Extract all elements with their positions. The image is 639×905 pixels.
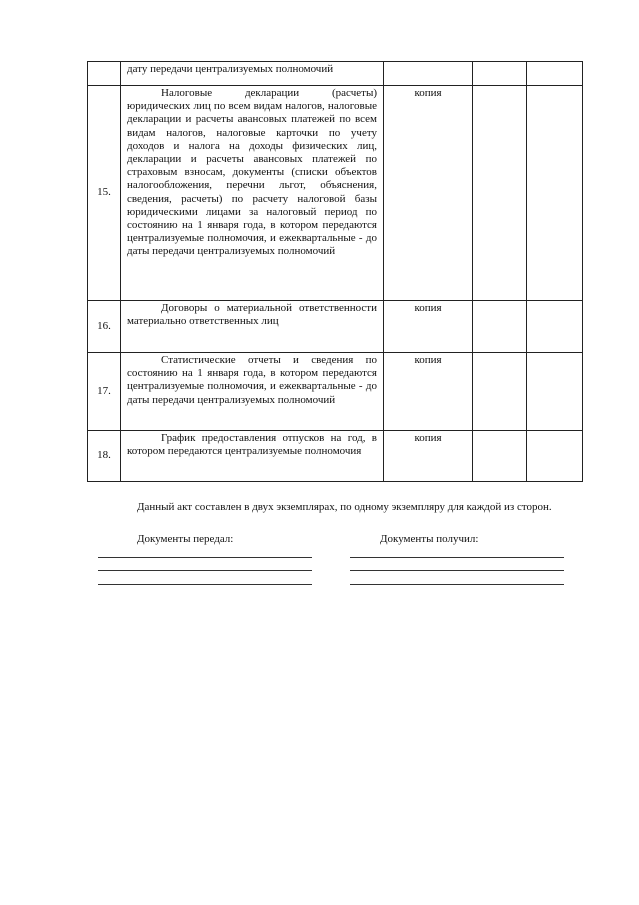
row-description-text: Налоговые декларации (расчеты) юридических лиц по всем видам налогов, налоговые декларации и расчеты авансовых платежей по всем видам налогов, налоговые карточки по учету доходов и налога на доходы физических лиц, декларации и расчеты авансовых платежей по страховым взносам, документы (списки объектов налогообложения, перечни льгот, объяснения, сведения, расчеты) по расчету налоговой базы юридическими лицами за налоговый период по состоянию на 1 января года, в котором передаются централизуемые полномочия, и ежеквартальные - до даты передачи централизуемых полномочий bbox=[127, 87, 377, 258]
signature-line bbox=[350, 584, 564, 585]
row-empty-cell bbox=[527, 353, 583, 431]
row-number: 17. bbox=[88, 353, 121, 431]
documents-received-label: Документы получил: bbox=[380, 533, 479, 545]
row-description-text: дату передачи централизуемых полномочий bbox=[127, 63, 334, 75]
signature-line bbox=[98, 584, 312, 585]
row-number bbox=[88, 62, 121, 86]
row-description-text: Договоры о материальной ответственности материально ответственных лиц bbox=[127, 302, 377, 328]
row-empty-cell bbox=[527, 301, 583, 353]
signature-line bbox=[350, 557, 564, 558]
row-document-type bbox=[384, 62, 473, 86]
signature-line bbox=[350, 570, 564, 571]
table-row bbox=[88, 62, 583, 86]
row-document-type: копия bbox=[384, 431, 473, 482]
row-description bbox=[121, 353, 384, 431]
row-description-text: Статистические отчеты и сведения по состоянию на 1 января года, в котором передаются централизуемые полномочия, и ежеквартальные - до даты передачи централизуемых полномочий bbox=[127, 354, 377, 406]
row-empty-cell bbox=[473, 62, 527, 86]
table-row bbox=[88, 353, 583, 431]
signature-line bbox=[98, 557, 312, 558]
row-empty-cell bbox=[473, 431, 527, 482]
row-description bbox=[121, 86, 384, 301]
table-row bbox=[88, 301, 583, 353]
row-number: 16. bbox=[88, 301, 121, 353]
row-description bbox=[121, 301, 384, 353]
row-empty-cell bbox=[527, 62, 583, 86]
row-description bbox=[121, 431, 384, 482]
row-number: 18. bbox=[88, 431, 121, 482]
row-empty-cell bbox=[473, 86, 527, 301]
row-number: 15. bbox=[88, 86, 121, 301]
row-description-text: График предоставления отпусков на год, в котором передаются централизуемые полномочия bbox=[127, 432, 377, 458]
copies-note: Данный акт составлен в двух экземплярах, по одному экземпляру для каждой из сторон. bbox=[137, 501, 552, 513]
row-empty-cell bbox=[527, 431, 583, 482]
row-document-type: копия bbox=[384, 301, 473, 353]
row-document-type: копия bbox=[384, 86, 473, 301]
documents-table bbox=[87, 61, 583, 482]
row-empty-cell bbox=[473, 301, 527, 353]
row-empty-cell bbox=[527, 86, 583, 301]
row-description bbox=[121, 62, 384, 86]
table-row bbox=[88, 86, 583, 301]
row-empty-cell bbox=[473, 353, 527, 431]
signature-line bbox=[98, 570, 312, 571]
documents-transferred-label: Документы передал: bbox=[137, 533, 234, 545]
row-document-type: копия bbox=[384, 353, 473, 431]
table-row bbox=[88, 431, 583, 482]
